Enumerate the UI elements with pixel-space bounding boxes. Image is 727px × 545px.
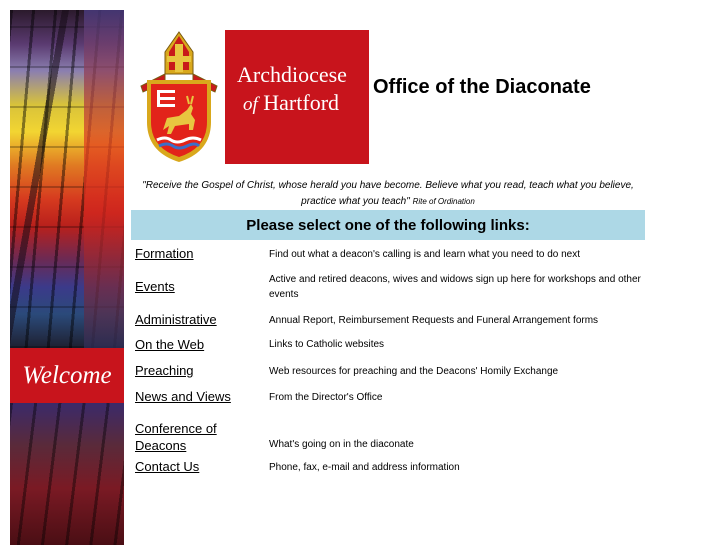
links-banner: Please select one of the following links: xyxy=(131,210,645,240)
contact-us-description: Phone, fax, e-mail and address information xyxy=(269,461,460,473)
news-and-views-description: From the Director's Office xyxy=(269,391,383,403)
list-item xyxy=(131,454,645,480)
stained-glass-image-lower xyxy=(10,403,124,545)
news-and-views-link[interactable]: News and Views xyxy=(135,389,231,404)
formation-description: Find out what a deacon's calling is and learn what you need to do next xyxy=(269,248,581,260)
archdiocese-logotype xyxy=(225,30,369,164)
logo-hartford-word: Hartford xyxy=(263,90,340,115)
list-item xyxy=(131,309,645,331)
ordination-quote xyxy=(131,178,645,210)
welcome-banner: Welcome xyxy=(10,348,124,403)
events-link[interactable]: Events xyxy=(135,279,175,294)
administrative-description: Annual Report, Reimbursement Requests and Funeral Arrangement forms xyxy=(269,314,599,326)
conference-of-deacons-link[interactable]: Conference of Deacons xyxy=(135,421,217,453)
logo-line-archdiocese: Archdiocese xyxy=(237,62,347,87)
administrative-link[interactable]: Administrative xyxy=(135,312,217,327)
list-item xyxy=(131,331,645,358)
stained-glass-image xyxy=(10,10,124,348)
stained-glass-sidebar xyxy=(10,10,124,545)
on-the-web-link[interactable]: On the Web xyxy=(135,336,205,352)
preaching-description: Web resources for preaching and the Deacons' Homily Exchange xyxy=(269,365,559,377)
formation-link[interactable]: Formation xyxy=(135,246,194,261)
preaching-link[interactable]: Preaching xyxy=(135,363,194,378)
links-list xyxy=(131,243,645,480)
list-item xyxy=(131,243,645,265)
on-the-web-description: Links to Catholic websites xyxy=(269,339,385,350)
list-item xyxy=(131,410,645,454)
archdiocese-crest-logo xyxy=(135,30,223,165)
logo-of-word: of xyxy=(243,94,258,115)
events-description: Active and retired deacons, wives and widows sign up here for workshops and other events xyxy=(269,274,641,300)
page-title: Office of the Diaconate xyxy=(373,76,591,98)
list-item xyxy=(131,384,645,410)
list-item xyxy=(131,265,645,309)
list-item xyxy=(131,358,645,384)
quote-text: "Receive the Gospel of Christ, whose herald you have become. Believe what you read, teach what you believe, practice what you teach" xyxy=(142,180,634,207)
conference-of-deacons-description: What's going on in the diaconate xyxy=(269,439,414,450)
contact-us-link[interactable]: Contact Us xyxy=(135,459,200,474)
logo-line-hartford xyxy=(243,90,339,116)
quote-citation: Rite of Ordination xyxy=(412,197,475,206)
